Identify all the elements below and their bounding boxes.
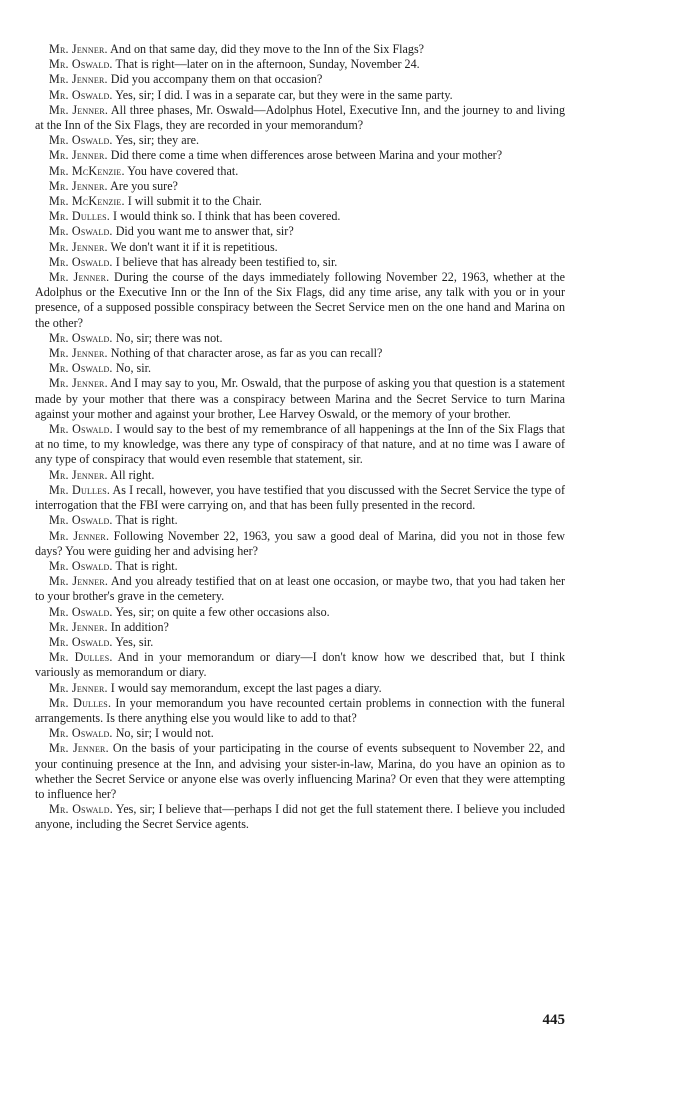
speech-text: I will submit it to the Chair.: [127, 194, 262, 209]
speaker-name: Mr. Oswald.: [49, 224, 113, 239]
speaker-name: Mr. Oswald.: [49, 330, 113, 345]
speech-text: Nothing of that character arose, as far as you can recall?: [110, 346, 383, 361]
speaker-name: Mr. Jenner.: [49, 467, 108, 482]
speaker-name: Mr. Oswald.: [49, 726, 113, 741]
testimony-paragraph: [35, 148, 565, 163]
transcript-body: [35, 42, 565, 833]
speech-text: Yes, sir; they are.: [115, 133, 199, 148]
speech-text: On the basis of your participating in the course of events subsequent to November 22, and your continuing presence at the Inn, and advising your sister-in-law, Marina, do you have an opinion as to whether the Secret Service or anyone else was overly influencing Marina? Or even that they were attempting to influence her?: [35, 741, 565, 801]
speech-text: I believe that has already been testified to, sir.: [115, 254, 338, 269]
speech-text: Did you accompany them on that occasion?: [110, 72, 323, 87]
testimony-paragraph: [35, 179, 565, 194]
speaker-name: Mr. Oswald.: [49, 57, 113, 72]
speech-text: Did you want me to answer that, sir?: [115, 224, 294, 239]
speaker-name: Mr. Oswald.: [49, 513, 113, 528]
speech-text: I would think so. I think that has been covered.: [113, 209, 341, 224]
testimony-paragraph: [35, 133, 565, 148]
speech-text: No, sir; there was not.: [115, 330, 223, 345]
speaker-name: Mr. Jenner.: [49, 528, 110, 543]
testimony-paragraph: [35, 224, 565, 239]
testimony-paragraph: [35, 483, 565, 513]
testimony-paragraph: [35, 529, 565, 559]
speech-text: In addition?: [110, 619, 169, 634]
speaker-name: Mr. Jenner.: [49, 148, 108, 163]
speech-text: No, sir.: [115, 361, 151, 376]
speaker-name: Mr. Jenner.: [49, 178, 108, 193]
speech-text: During the course of the days immediately following November 22, 1963, whether at the Adolphus or the Executive Inn or the Inn of the Six Flags, did any time arise, any talk with you or in your presence, of a supposed possible conspiracy between the Secret Service men on the one hand and Marina on the other?: [35, 270, 565, 330]
speech-text: Following November 22, 1963, you saw a good deal of Marina, did you not in those few days? You were guiding her and advising her?: [35, 528, 565, 558]
testimony-paragraph: [35, 209, 565, 224]
testimony-paragraph: [35, 72, 565, 87]
testimony-paragraph: [35, 376, 565, 422]
testimony-paragraph: [35, 57, 565, 72]
speech-text: We don't want it if it is repetitious.: [110, 239, 278, 254]
speech-text: That is right—later on in the afternoon, Sunday, November 24.: [115, 57, 420, 72]
speaker-name: Mr. Oswald.: [49, 254, 113, 269]
testimony-paragraph: [35, 255, 565, 270]
testimony-paragraph: [35, 650, 565, 680]
page-number: 445: [542, 1012, 565, 1028]
testimony-paragraph: [35, 164, 565, 179]
speaker-name: Mr. Oswald.: [49, 634, 113, 649]
testimony-paragraph: [35, 270, 565, 331]
speaker-name: Mr. Oswald.: [49, 87, 113, 102]
testimony-paragraph: [35, 42, 565, 57]
speech-text: Yes, sir; I did. I was in a separate car, but they were in the same party.: [115, 87, 453, 102]
speaker-name: Mr. Oswald.: [49, 422, 113, 437]
testimony-paragraph: [35, 696, 565, 726]
speech-text: And in your memorandum or diary—I don't know how we described that, but I think variously as memorandum or diary.: [35, 650, 566, 680]
testimony-paragraph: [35, 468, 565, 483]
testimony-paragraph: [35, 88, 565, 103]
speech-text: And you already testified that on at least one occasion, or maybe two, that you had taken her to your brother's grave in the cemetery.: [35, 574, 566, 604]
speaker-name: Mr. Jenner.: [49, 619, 108, 634]
speaker-name: Mr. McKenzie.: [49, 194, 125, 209]
speaker-name: Mr. Oswald.: [49, 361, 113, 376]
speech-text: That is right.: [115, 513, 178, 528]
testimony-paragraph: [35, 635, 565, 650]
speaker-name: Mr. Jenner.: [49, 72, 108, 87]
speech-text: Yes, sir; I believe that—perhaps I did not get the full statement there. I believe you included anyone, including the Secret Service agents.: [35, 802, 566, 832]
testimony-paragraph: [35, 741, 565, 802]
testimony-paragraph: [35, 513, 565, 528]
speech-text: In your memorandum you have recounted certain problems in connection with the funeral arrangements. Is there anything else you would like to add to that?: [35, 695, 566, 725]
speaker-name: Mr. Jenner.: [49, 270, 110, 285]
speaker-name: Mr. Dulles.: [49, 650, 113, 665]
speaker-name: Mr. Oswald.: [49, 802, 113, 817]
speech-text: Are you sure?: [110, 178, 178, 193]
speaker-name: Mr. Jenner.: [49, 239, 108, 254]
speaker-name: Mr. Oswald.: [49, 133, 113, 148]
speaker-name: Mr. Jenner.: [49, 102, 109, 117]
testimony-paragraph: [35, 240, 565, 255]
speech-text: I would say to the best of my remembrance of all happenings at the Inn of the Six Flags that at no time, to my knowledge, was there any type of conspiracy of that nature, and at no time was I aware of any type of conspiracy that would even resemble that statement, sir.: [35, 422, 565, 467]
speaker-name: Mr. Jenner.: [49, 741, 109, 756]
speech-text: Yes, sir; on quite a few other occasions also.: [115, 604, 330, 619]
testimony-paragraph: [35, 103, 565, 133]
testimony-paragraph: [35, 331, 565, 346]
testimony-paragraph: [35, 726, 565, 741]
speech-text: All three phases, Mr. Oswald—Adolphus Hotel, Executive Inn, and the journey to and living at the Inn of the Six Flags, they are recorded in your memorandum?: [35, 102, 565, 133]
testimony-paragraph: [35, 559, 565, 574]
testimony-paragraph: [35, 802, 565, 832]
speech-text: Did there come a time when differences arose between Marina and your mother?: [110, 148, 503, 163]
speech-text: You have covered that.: [127, 163, 239, 178]
speech-text: I would say memorandum, except the last pages a diary.: [110, 680, 382, 695]
speech-text: That is right.: [115, 558, 178, 573]
speaker-name: Mr. Jenner.: [49, 680, 108, 695]
speech-text: As I recall, however, you have testified that you discussed with the Secret Service the type of interrogation that the FBI were carrying on, and that has been fully presented in the record.: [35, 482, 565, 513]
speech-text: All right.: [110, 467, 155, 482]
speaker-name: Mr. Jenner.: [49, 574, 109, 589]
speaker-name: Mr. Oswald.: [49, 558, 113, 573]
speech-text: Yes, sir.: [115, 634, 154, 649]
testimony-paragraph: [35, 422, 565, 468]
speaker-name: Mr. Oswald.: [49, 604, 113, 619]
testimony-paragraph: [35, 605, 565, 620]
speech-text: And on that same day, did they move to the Inn of the Six Flags?: [110, 42, 425, 56]
speaker-name: Mr. McKenzie.: [49, 163, 125, 178]
speaker-name: Mr. Dulles.: [49, 482, 111, 497]
speaker-name: Mr. Jenner.: [49, 42, 108, 56]
speaker-name: Mr. Jenner.: [49, 376, 108, 391]
testimony-paragraph: [35, 194, 565, 209]
speech-text: And I may say to you, Mr. Oswald, that the purpose of asking you that question is a statement made by your mother that there was a conspiracy between Marina and the Secret Service to turn Marina against your mother and against your brother, Lee Harvey Oswald, or the memory of your brother.: [35, 376, 566, 421]
speaker-name: Mr. Dulles.: [49, 209, 110, 224]
testimony-paragraph: [35, 361, 565, 376]
testimony-paragraph: [35, 574, 565, 604]
testimony-paragraph: [35, 681, 565, 696]
speaker-name: Mr. Dulles.: [49, 695, 112, 710]
speaker-name: Mr. Jenner.: [49, 346, 108, 361]
speech-text: No, sir; I would not.: [115, 726, 214, 741]
testimony-paragraph: [35, 620, 565, 635]
testimony-paragraph: [35, 346, 565, 361]
